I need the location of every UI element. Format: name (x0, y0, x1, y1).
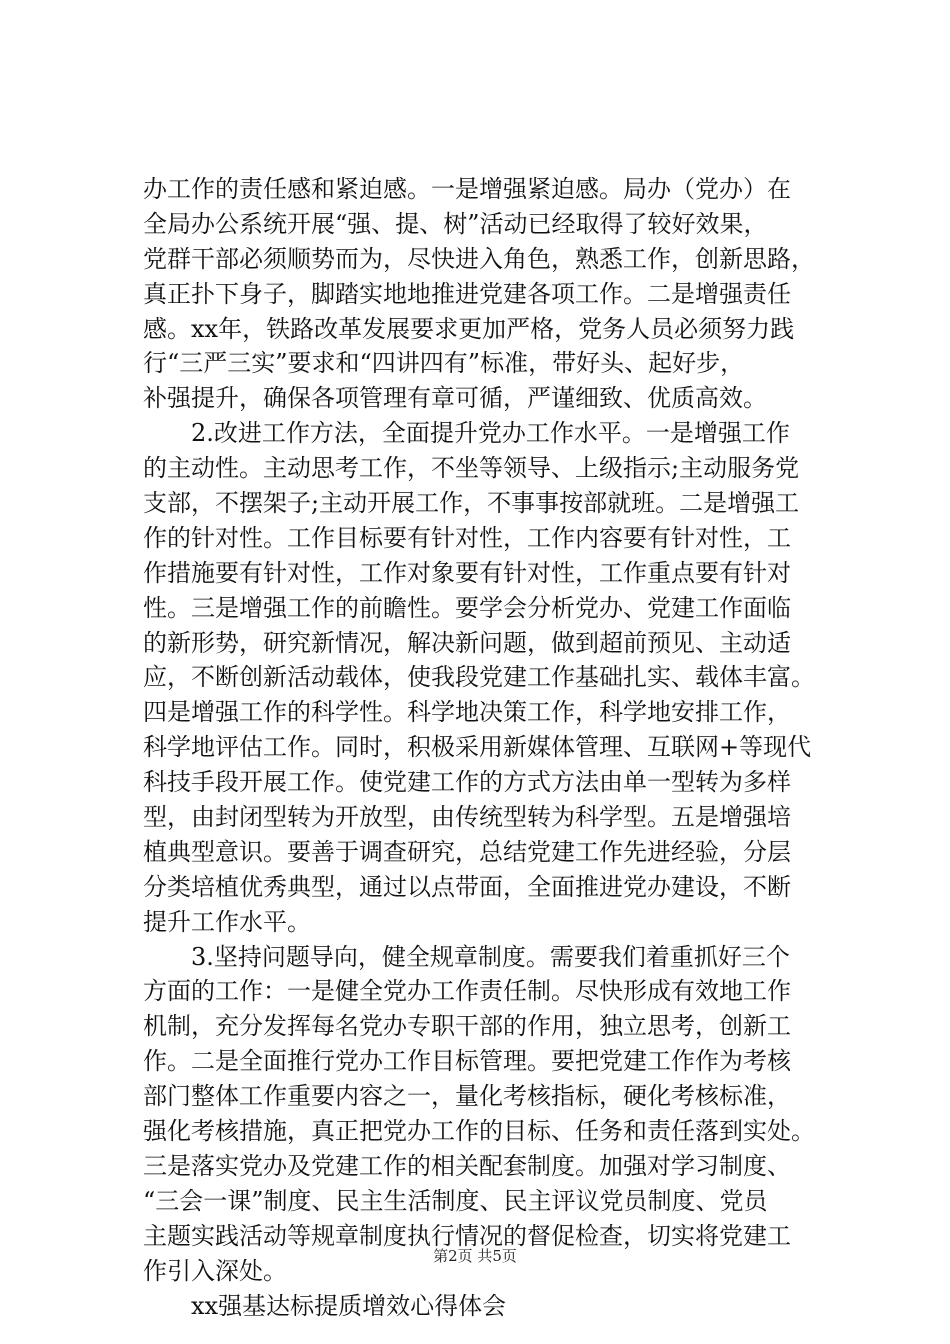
paragraph-start-line: 2.改进工作方法，全面提升党办工作水平。一是增强工作 (191, 419, 790, 448)
text-line: 型，由封闭型转为开放型，由传统型转为科学型。五是增强培 (143, 803, 791, 832)
text-line: 部门整体工作重要内容之一，量化考核指标，硬化考核标准， (143, 1082, 791, 1111)
text-line: 方面的工作：一是健全党办工作责任制。尽快形成有效地工作 (143, 977, 791, 1006)
text-line: 科学地评估工作。同时，积极采用新媒体管理、互联网+等现代 (143, 733, 812, 762)
text-line: 三是落实党办及党建工作的相关配套制度。加强对学习制度、 (143, 1151, 791, 1180)
document-body (143, 172, 813, 1323)
text-line: 支部，不摆架子;主动开展工作，不事事按部就班。二是增强工 (143, 489, 800, 518)
text-line: 的主动性。主动思考工作，不坐等领导、上级指示;主动服务党 (143, 454, 800, 483)
text-line: 应，不断创新活动载体，使我段党建工作基础扎实、载体丰富。 (143, 663, 815, 692)
text-line: 分类培植优秀典型，通过以点带面，全面推进党办建设，不断 (143, 872, 791, 901)
text-line: 四是增强工作的科学性。科学地决策工作，科学地安排工作， (143, 698, 791, 727)
text-line: 提升工作水平。 (143, 907, 311, 936)
text-line: 作。二是全面推行党办工作目标管理。要把党建工作作为考核 (143, 1047, 791, 1076)
text-line: 真正扑下身子，脚踏实地地推进党建各项工作。二是增强责任 (143, 279, 791, 308)
text-line: 党群干部必须顺势而为，尽快进入角色，熟悉工作，创新思路， (143, 244, 815, 273)
text-line: 作的针对性。工作目标要有针对性，工作内容要有针对性，工 (143, 523, 791, 552)
text-line: 补强提升，确保各项管理有章可循，严谨细致、优质高效。 (143, 384, 767, 413)
text-line: 作措施要有针对性，工作对象要有针对性，工作重点要有针对 (143, 558, 791, 587)
text-line: 作引入深处。 (143, 1256, 287, 1285)
text-line: 行“三严三实”要求和“四讲四有”标准，带好头、起好步， (143, 349, 745, 378)
text-line: 主题实践活动等规章制度执行情况的督促检查，切实将党建工 (143, 1221, 791, 1250)
text-line: 办工作的责任感和紧迫感。一是增强紧迫感。局办（党办）在 (143, 175, 791, 203)
page-number-footer: 第2页 共5页 (433, 1247, 517, 1265)
text-line: 性。三是增强工作的前瞻性。要学会分析党办、党建工作面临 (143, 593, 791, 622)
text-line: 感。xx年，铁路改革发展要求更加严格，党务人员必须努力践 (143, 314, 795, 343)
text-line: 全局办公系统开展“强、提、树”活动已经取得了较好效果， (143, 209, 768, 238)
text-line: 机制，充分发挥每名党办专职干部的作用，独立思考，创新工 (143, 1012, 791, 1041)
section-heading: xx强基达标提质增效心得体会 (191, 1291, 507, 1320)
text-line: 植典型意识。要善于调查研究，总结党建工作先进经验，分层 (143, 837, 791, 866)
text-line: “三会一课”制度、民主生活制度、民主评议党员制度、党员 (143, 1186, 768, 1215)
text-line: 的新形势，研究新情况，解决新问题，做到超前预见、主动适 (143, 628, 791, 657)
paragraph-start-line: 3.坚持问题导向，健全规章制度。需要我们着重抓好三个 (191, 942, 790, 971)
text-line: 强化考核措施，真正把党办工作的目标、任务和责任落到实处。 (143, 1117, 815, 1146)
text-line: 科技手段开展工作。使党建工作的方式方法由单一型转为多样 (143, 768, 791, 797)
